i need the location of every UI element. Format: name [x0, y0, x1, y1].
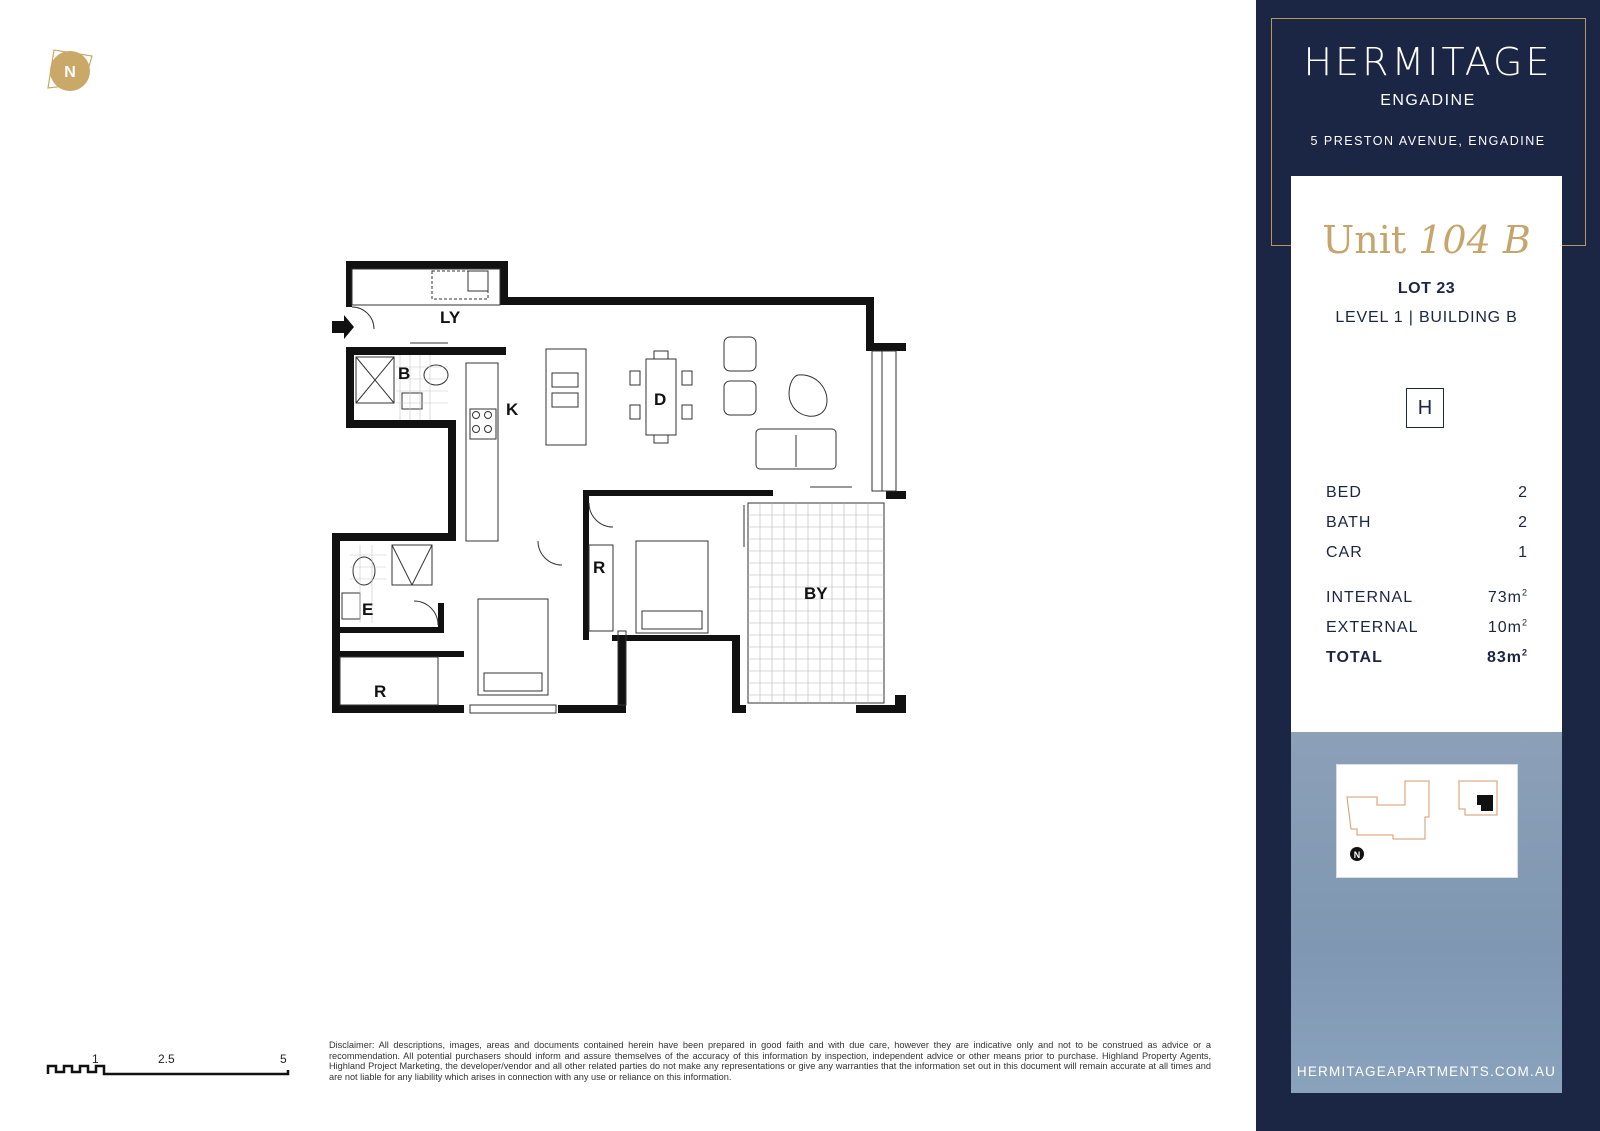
brand-address: 5 PRESTON AVENUE, ENGADINE [1310, 134, 1546, 148]
room-label-laundry: LY [440, 308, 461, 327]
keyplan-north-label: N [1353, 850, 1361, 860]
disclaimer-text: Disclaimer: All descriptions, images, areas and documents contained herein have been prepared in good faith and with due care, however they are indicative only and not to be construed as advice or a recommendation. All potential purchasers should inform and assure themselves of the accuracy of this information by inspection, independent advice or other means prior to purchase. Highland Property Agents, Highland Project Marketing, the developer/vendor and all other related parties do not make any representations or give any warranties that the information set out in this document will remain accurate at all times and are not liable for any liability which arises in connection with any use or reliance on this information. [329, 1040, 1211, 1082]
room-label-balcony: BY [804, 584, 828, 603]
room-label-kitchen: K [506, 400, 519, 419]
unit-number: 104 B [1418, 218, 1531, 262]
spec-value: 2 [1518, 514, 1528, 531]
sliding-door-arrows [410, 343, 852, 547]
spec-row-car [1326, 544, 1528, 564]
unit-prefix: Unit [1322, 218, 1407, 262]
spec-row-external [1326, 619, 1528, 639]
lot-number: LOT 23 [1397, 280, 1456, 297]
room-label-robe-1: R [593, 558, 606, 577]
side-panel [1256, 0, 1600, 1131]
room-label-bath: B [398, 364, 411, 383]
spec-label: INTERNAL [1326, 589, 1414, 606]
brand-title: HERMITAGE [1303, 40, 1553, 84]
spec-label: EXTERNAL [1326, 619, 1419, 636]
site-keyplan [1336, 764, 1518, 878]
spec-label: TOTAL [1326, 649, 1383, 666]
spec-value [1487, 649, 1528, 667]
brand-subtitle: ENGADINE [1380, 92, 1476, 109]
spec-row-total [1326, 649, 1528, 669]
spec-label: BATH [1326, 514, 1372, 531]
unit-type-badge: H [1406, 388, 1444, 428]
spec-row-bed [1326, 484, 1528, 504]
spec-unit-sup: 2 [1521, 647, 1528, 658]
entry-arrow-icon [332, 315, 354, 339]
spec-value [1488, 619, 1528, 637]
keyplan-area [1291, 732, 1562, 1093]
spec-label: CAR [1326, 544, 1363, 561]
unit-title [1291, 218, 1562, 262]
spec-value [1488, 589, 1528, 607]
wet-area-tiles [350, 355, 448, 623]
website-link[interactable]: HERMITAGEAPARTMENTS.COM.AU [1296, 1064, 1557, 1079]
spec-unit-sup: 2 [1521, 587, 1528, 598]
level-building: LEVEL 1 | BUILDING B [1335, 309, 1518, 326]
north-compass-icon [44, 44, 100, 96]
scale-tick-1: 1 [92, 1052, 99, 1066]
spec-value: 2 [1518, 484, 1528, 501]
scale-tick-3: 5 [280, 1052, 287, 1066]
spec-value: 1 [1518, 544, 1528, 561]
compass-label: N [64, 64, 76, 81]
unit-card [1291, 176, 1562, 732]
room-label-dining: D [654, 390, 667, 409]
spec-value-number: 83m [1486, 649, 1522, 666]
room-label-ensuite: E [362, 600, 374, 619]
balcony-tiles [748, 503, 884, 703]
floor-plan [320, 255, 930, 730]
spec-row-bath [1326, 514, 1528, 534]
spec-unit-sup: 2 [1521, 617, 1528, 628]
spec-row-internal [1326, 589, 1528, 609]
spec-label: BED [1326, 484, 1362, 501]
scale-tick-2: 2.5 [158, 1052, 175, 1066]
spec-value-number: 73m [1487, 589, 1522, 606]
spec-value-number: 10m [1487, 619, 1522, 636]
room-label-robe-2: R [374, 682, 387, 701]
